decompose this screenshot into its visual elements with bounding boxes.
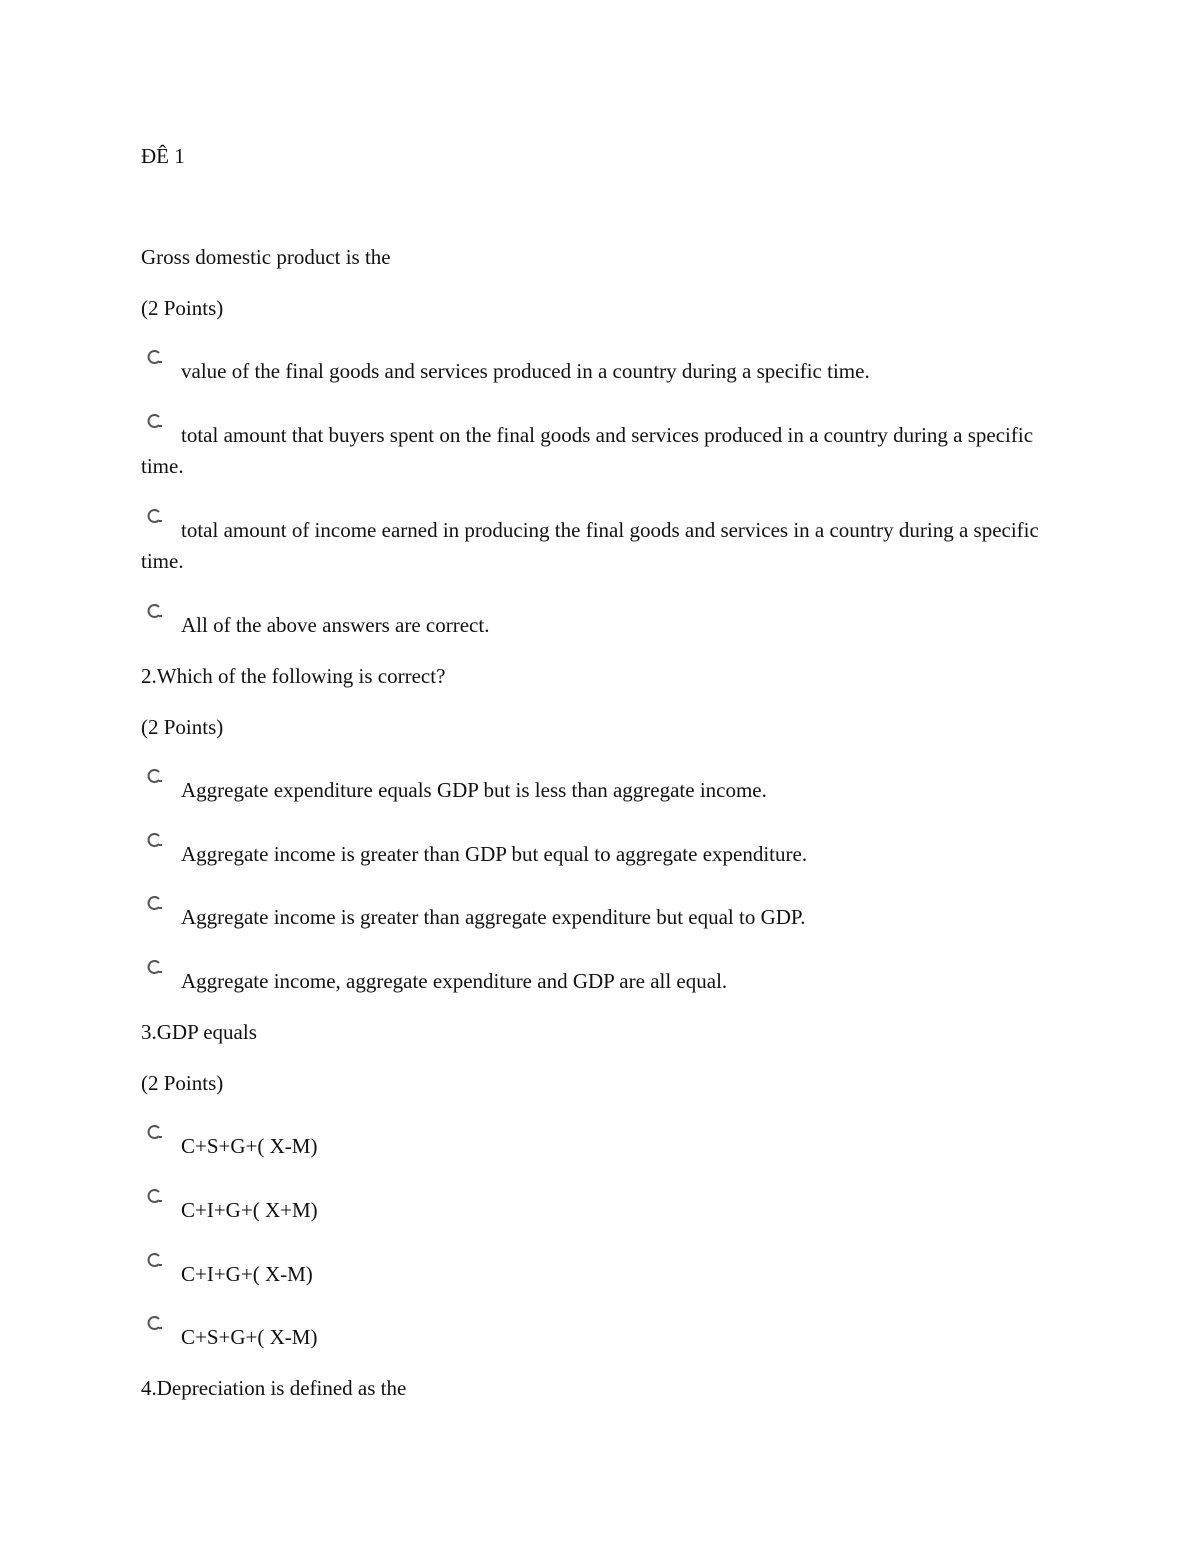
question-2-option-1[interactable] — [141, 775, 1066, 806]
option-label: Aggregate expenditure equals GDP but is less than aggregate income. — [181, 778, 767, 802]
option-label: total amount of income earned in producing the final goods and services in a country during a specific time. — [141, 518, 1039, 573]
option-label: Aggregate income is greater than aggregate expenditure but equal to GDP. — [181, 905, 806, 929]
radio-button-icon[interactable] — [145, 1314, 165, 1336]
question-2-points: (2 Points) — [141, 715, 224, 739]
question-3-option-4[interactable] — [141, 1322, 1066, 1353]
question-3-text: 3.GDP equals — [141, 1020, 257, 1044]
option-label: Aggregate income is greater than GDP but equal to aggregate expenditure. — [181, 842, 808, 866]
radio-button-icon[interactable] — [145, 412, 165, 434]
question-1-text: Gross domestic product is the — [141, 245, 391, 269]
question-2-text: 2.Which of the following is correct? — [141, 664, 446, 688]
option-label: C+I+G+( X+M) — [181, 1198, 318, 1222]
question-3-option-3[interactable] — [141, 1259, 1066, 1290]
question-4-text: 4.Depreciation is defined as the — [141, 1376, 407, 1400]
option-label: C+S+G+( X-M) — [181, 1134, 318, 1158]
radio-button-icon[interactable] — [145, 894, 165, 916]
radio-button-icon[interactable] — [145, 348, 165, 370]
radio-button-icon[interactable] — [145, 767, 165, 789]
question-3-option-2[interactable] — [141, 1195, 1066, 1226]
question-1-option-1[interactable] — [141, 356, 1066, 387]
radio-button-icon[interactable] — [145, 1251, 165, 1273]
option-label: Aggregate income, aggregate expenditure and GDP are all equal. — [181, 969, 728, 993]
question-1-option-2[interactable] — [141, 420, 1066, 482]
document-title: ĐÊ 1 — [141, 144, 185, 168]
option-label: total amount that buyers spent on the final goods and services produced in a country during a specific time. — [141, 423, 1034, 478]
question-1-option-3[interactable] — [141, 515, 1066, 577]
radio-button-icon[interactable] — [145, 1123, 165, 1145]
radio-button-icon[interactable] — [145, 602, 165, 624]
question-3-points: (2 Points) — [141, 1071, 224, 1095]
question-3-option-1[interactable] — [141, 1131, 1066, 1162]
radio-button-icon[interactable] — [145, 831, 165, 853]
option-label: value of the final goods and services produced in a country during a specific time. — [181, 359, 870, 383]
question-2-option-4[interactable] — [141, 966, 1066, 997]
option-label: C+S+G+( X-M) — [181, 1325, 318, 1349]
question-2-option-2[interactable] — [141, 839, 1066, 870]
question-1-option-4[interactable] — [141, 610, 1066, 641]
question-2-option-3[interactable] — [141, 902, 1066, 933]
radio-button-icon[interactable] — [145, 507, 165, 529]
radio-button-icon[interactable] — [145, 958, 165, 980]
question-1-points: (2 Points) — [141, 296, 224, 320]
option-label: C+I+G+( X-M) — [181, 1262, 313, 1286]
radio-button-icon[interactable] — [145, 1187, 165, 1209]
option-label: All of the above answers are correct. — [181, 613, 490, 637]
